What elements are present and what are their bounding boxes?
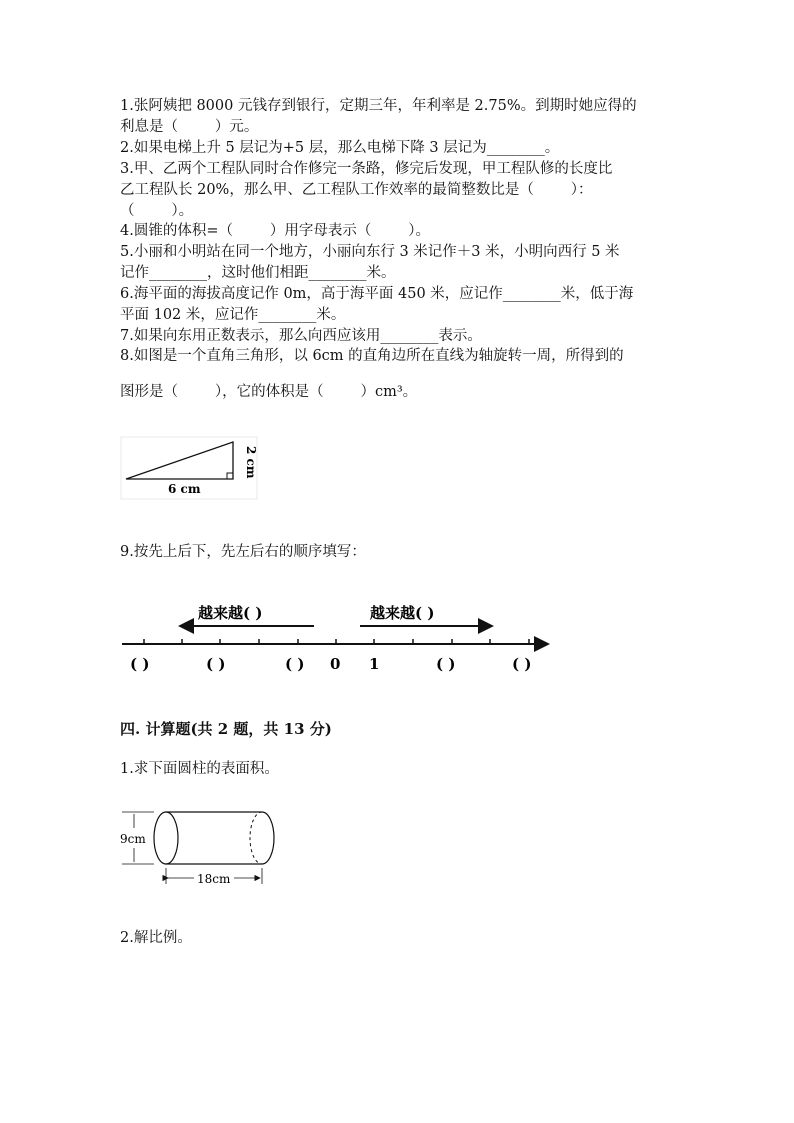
section4-q1: 1.求下面圆柱的表面积。 xyxy=(120,761,279,777)
q5-line1: 5.小丽和小明站在同一个地方，小丽向东行 3 米记作＋3 米，小明向西行 5 米 xyxy=(120,244,620,260)
number-line-blank-5: ( ) xyxy=(512,655,532,673)
q1-line1: 1.张阿姨把 8000 元钱存到银行，定期三年，年利率是 2.75%。到期时她应得的 xyxy=(120,98,637,114)
q8-line2: 图形是（ ），它的体积是（ ）cm³。 xyxy=(120,384,418,400)
q4-line1: 4.圆锥的体积=（ ）用字母表示（ ）。 xyxy=(120,223,430,239)
q2-line1: 2.如果电梯上升 5 层记为+5 层，那么电梯下降 3 层记为________。 xyxy=(120,140,560,156)
section4-heading: 四. 计算题(共 2 题，共 13 分) xyxy=(120,720,332,738)
left-arrow-label: 越来越( ) xyxy=(198,604,263,622)
q9-line1: 9.按先上后下，先左后右的顺序填写： xyxy=(120,544,366,560)
q6-line2: 平面 102 米，应记作________米。 xyxy=(120,307,346,323)
number-line-blank-1: ( ) xyxy=(130,655,150,673)
q8-line1: 8.如图是一个直角三角形，以 6cm 的直角边所在直线为轴旋转一周，所得到的 xyxy=(120,348,624,364)
q3-line2: 乙工程队长 20%，那么甲、乙工程队工作效率的最简整数比是（ ）： xyxy=(120,182,593,198)
cylinder-length-label: 18cm xyxy=(197,872,231,886)
triangle-base-label: 6 cm xyxy=(168,482,201,496)
q7-line1: 7.如果向东用正数表示，那么向西应该用________表示。 xyxy=(120,328,482,344)
q5-line2: 记作________，这时他们相距________米。 xyxy=(120,265,396,281)
cylinder-right-face-front xyxy=(262,812,274,864)
number-line-blank-2: ( ) xyxy=(206,655,226,673)
cylinder-left-face xyxy=(154,812,178,864)
triangle-shape xyxy=(126,442,233,479)
number-line-zero-label: 0 xyxy=(330,655,341,673)
cylinder-diameter-label: 9cm xyxy=(120,832,146,846)
triangle-height-label: 2 cm xyxy=(244,446,258,479)
number-line-blank-3: ( ) xyxy=(285,655,305,673)
number-line-one-label: 1 xyxy=(369,655,380,673)
number-line-figure xyxy=(118,598,558,680)
cylinder-figure xyxy=(120,804,280,890)
q3-line3: （ ）。 xyxy=(120,203,194,219)
number-line-blank-4: ( ) xyxy=(436,655,456,673)
right-arrow-label: 越来越( ) xyxy=(370,604,435,622)
right-triangle-figure xyxy=(120,436,260,502)
cylinder-right-face-hidden xyxy=(250,812,262,864)
section4-q2: 2.解比例。 xyxy=(120,930,192,946)
right-angle-mark xyxy=(227,473,233,479)
q1-line2: 利息是（ ）元。 xyxy=(120,119,259,135)
q3-line1: 3.甲、乙两个工程队同时合作修完一条路，修完后发现，甲工程队修的长度比 xyxy=(120,161,613,177)
q6-line1: 6.海平面的海拔高度记作 0m，高于海平面 450 米，应记作________米，低于海 xyxy=(120,286,634,302)
